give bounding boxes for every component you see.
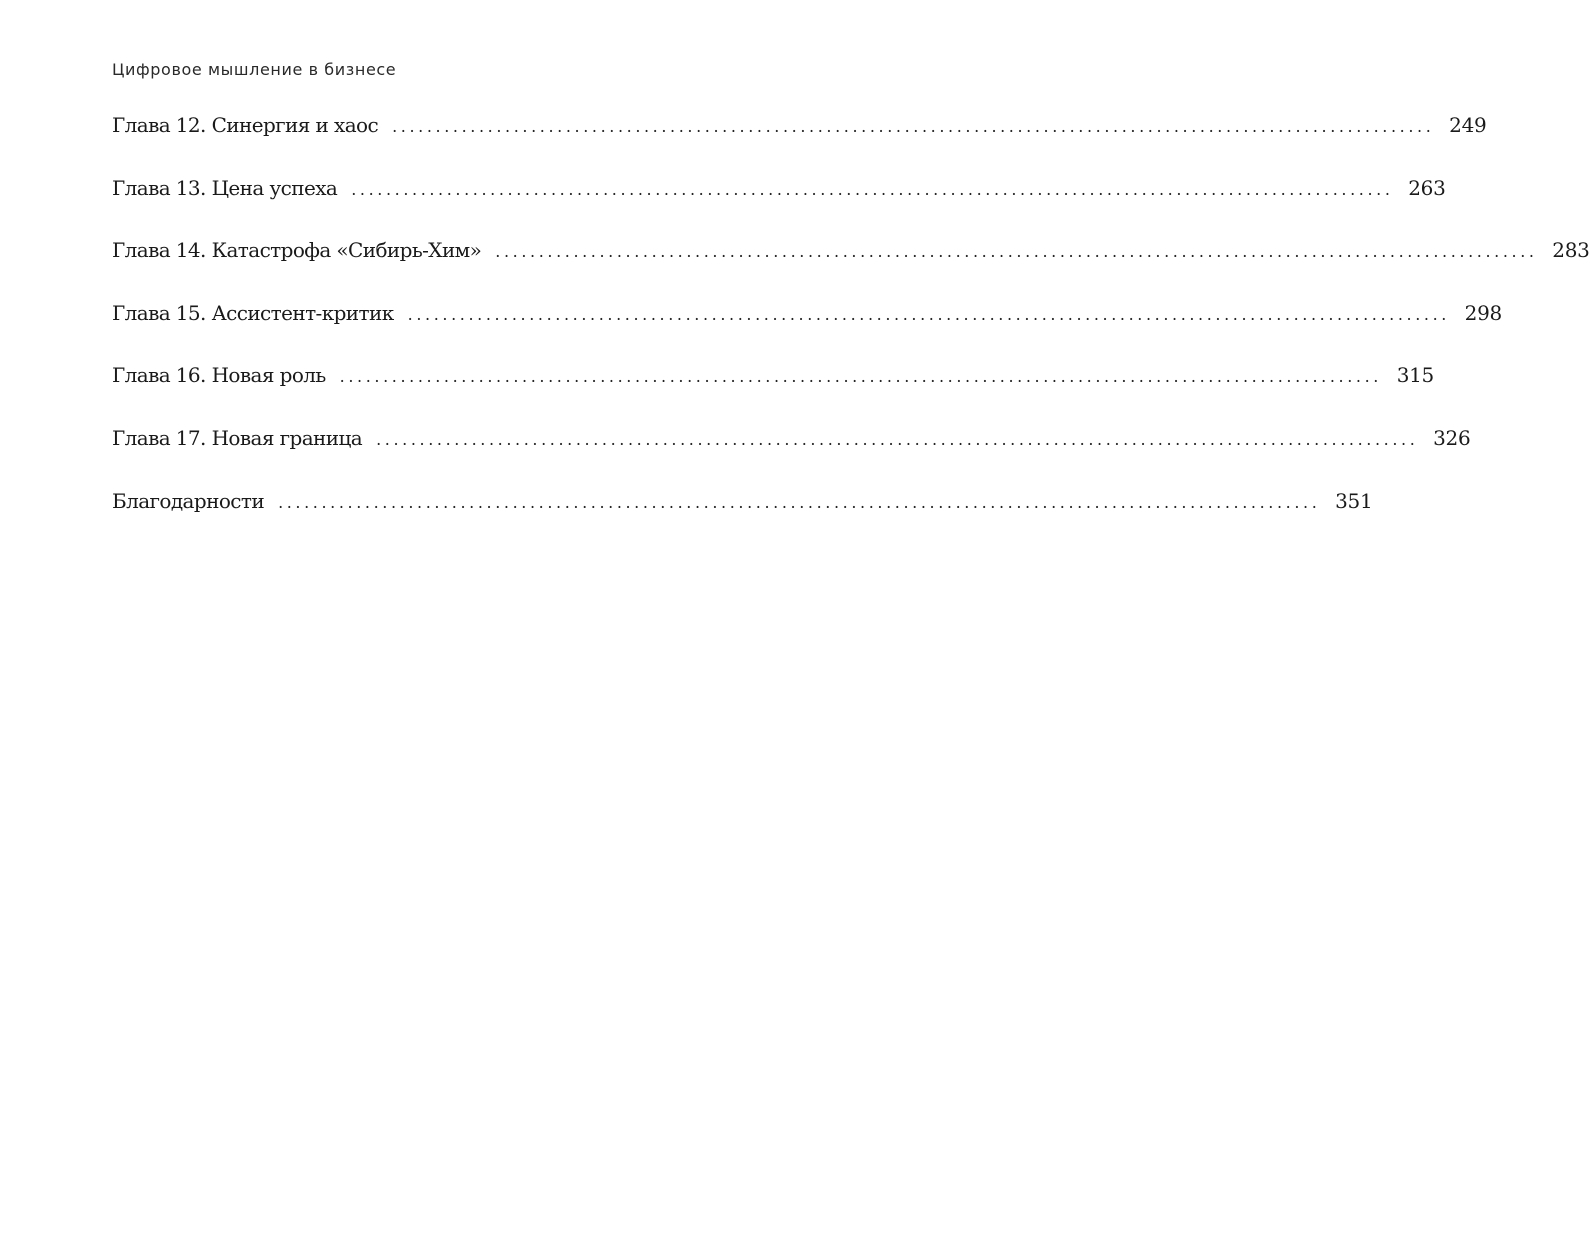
toc-dot-leader: ........................................................................................................................ [278, 492, 1321, 512]
toc-entry-title: Глава 12. Синергия и хаос [112, 113, 379, 137]
toc-dot-leader: ........................................................................................................................ [495, 242, 1538, 262]
table-of-contents [112, 113, 1590, 551]
toc-entry[interactable] [112, 175, 1446, 239]
toc-entry-title: Глава 16. Новая роль [112, 363, 326, 388]
toc-page-number: 298 [1464, 300, 1502, 325]
toc-page-number: 249 [1449, 113, 1487, 137]
toc-dot-leader: ........................................................................................................................ [376, 429, 1419, 449]
toc-page-number: 326 [1433, 425, 1471, 450]
toc-entry-title: Глава 15. Ассистент-критик [112, 300, 394, 325]
toc-entry[interactable] [112, 425, 1471, 489]
toc-entry-title: Благодарности [112, 488, 265, 513]
toc-dot-leader: ........................................................................................................................ [351, 179, 1394, 199]
toc-page-number: 315 [1396, 363, 1434, 388]
running-head: Цифровое мышление в бизнесе [112, 60, 397, 79]
toc-entry-title: Глава 13. Цена успеха [112, 175, 338, 200]
toc-dot-leader: ........................................................................................................................ [392, 117, 1435, 136]
toc-entry[interactable] [112, 238, 1590, 301]
toc-dot-leader: ........................................................................................................................ [407, 304, 1450, 324]
toc-entry[interactable] [112, 363, 1434, 426]
toc-dot-leader: ........................................................................................................................ [339, 367, 1382, 387]
toc-entry[interactable] [112, 113, 1487, 176]
toc-page-number: 283 [1552, 238, 1590, 263]
toc-entry-title: Глава 14. Катастрофа «Сибирь-Хим» [112, 238, 482, 263]
toc-entry-title: Глава 17. Новая граница [112, 425, 363, 450]
toc-entry[interactable] [112, 300, 1502, 364]
toc-page-number: 263 [1408, 175, 1446, 200]
toc-entry[interactable] [112, 488, 1373, 552]
toc-page-number: 351 [1335, 488, 1373, 513]
